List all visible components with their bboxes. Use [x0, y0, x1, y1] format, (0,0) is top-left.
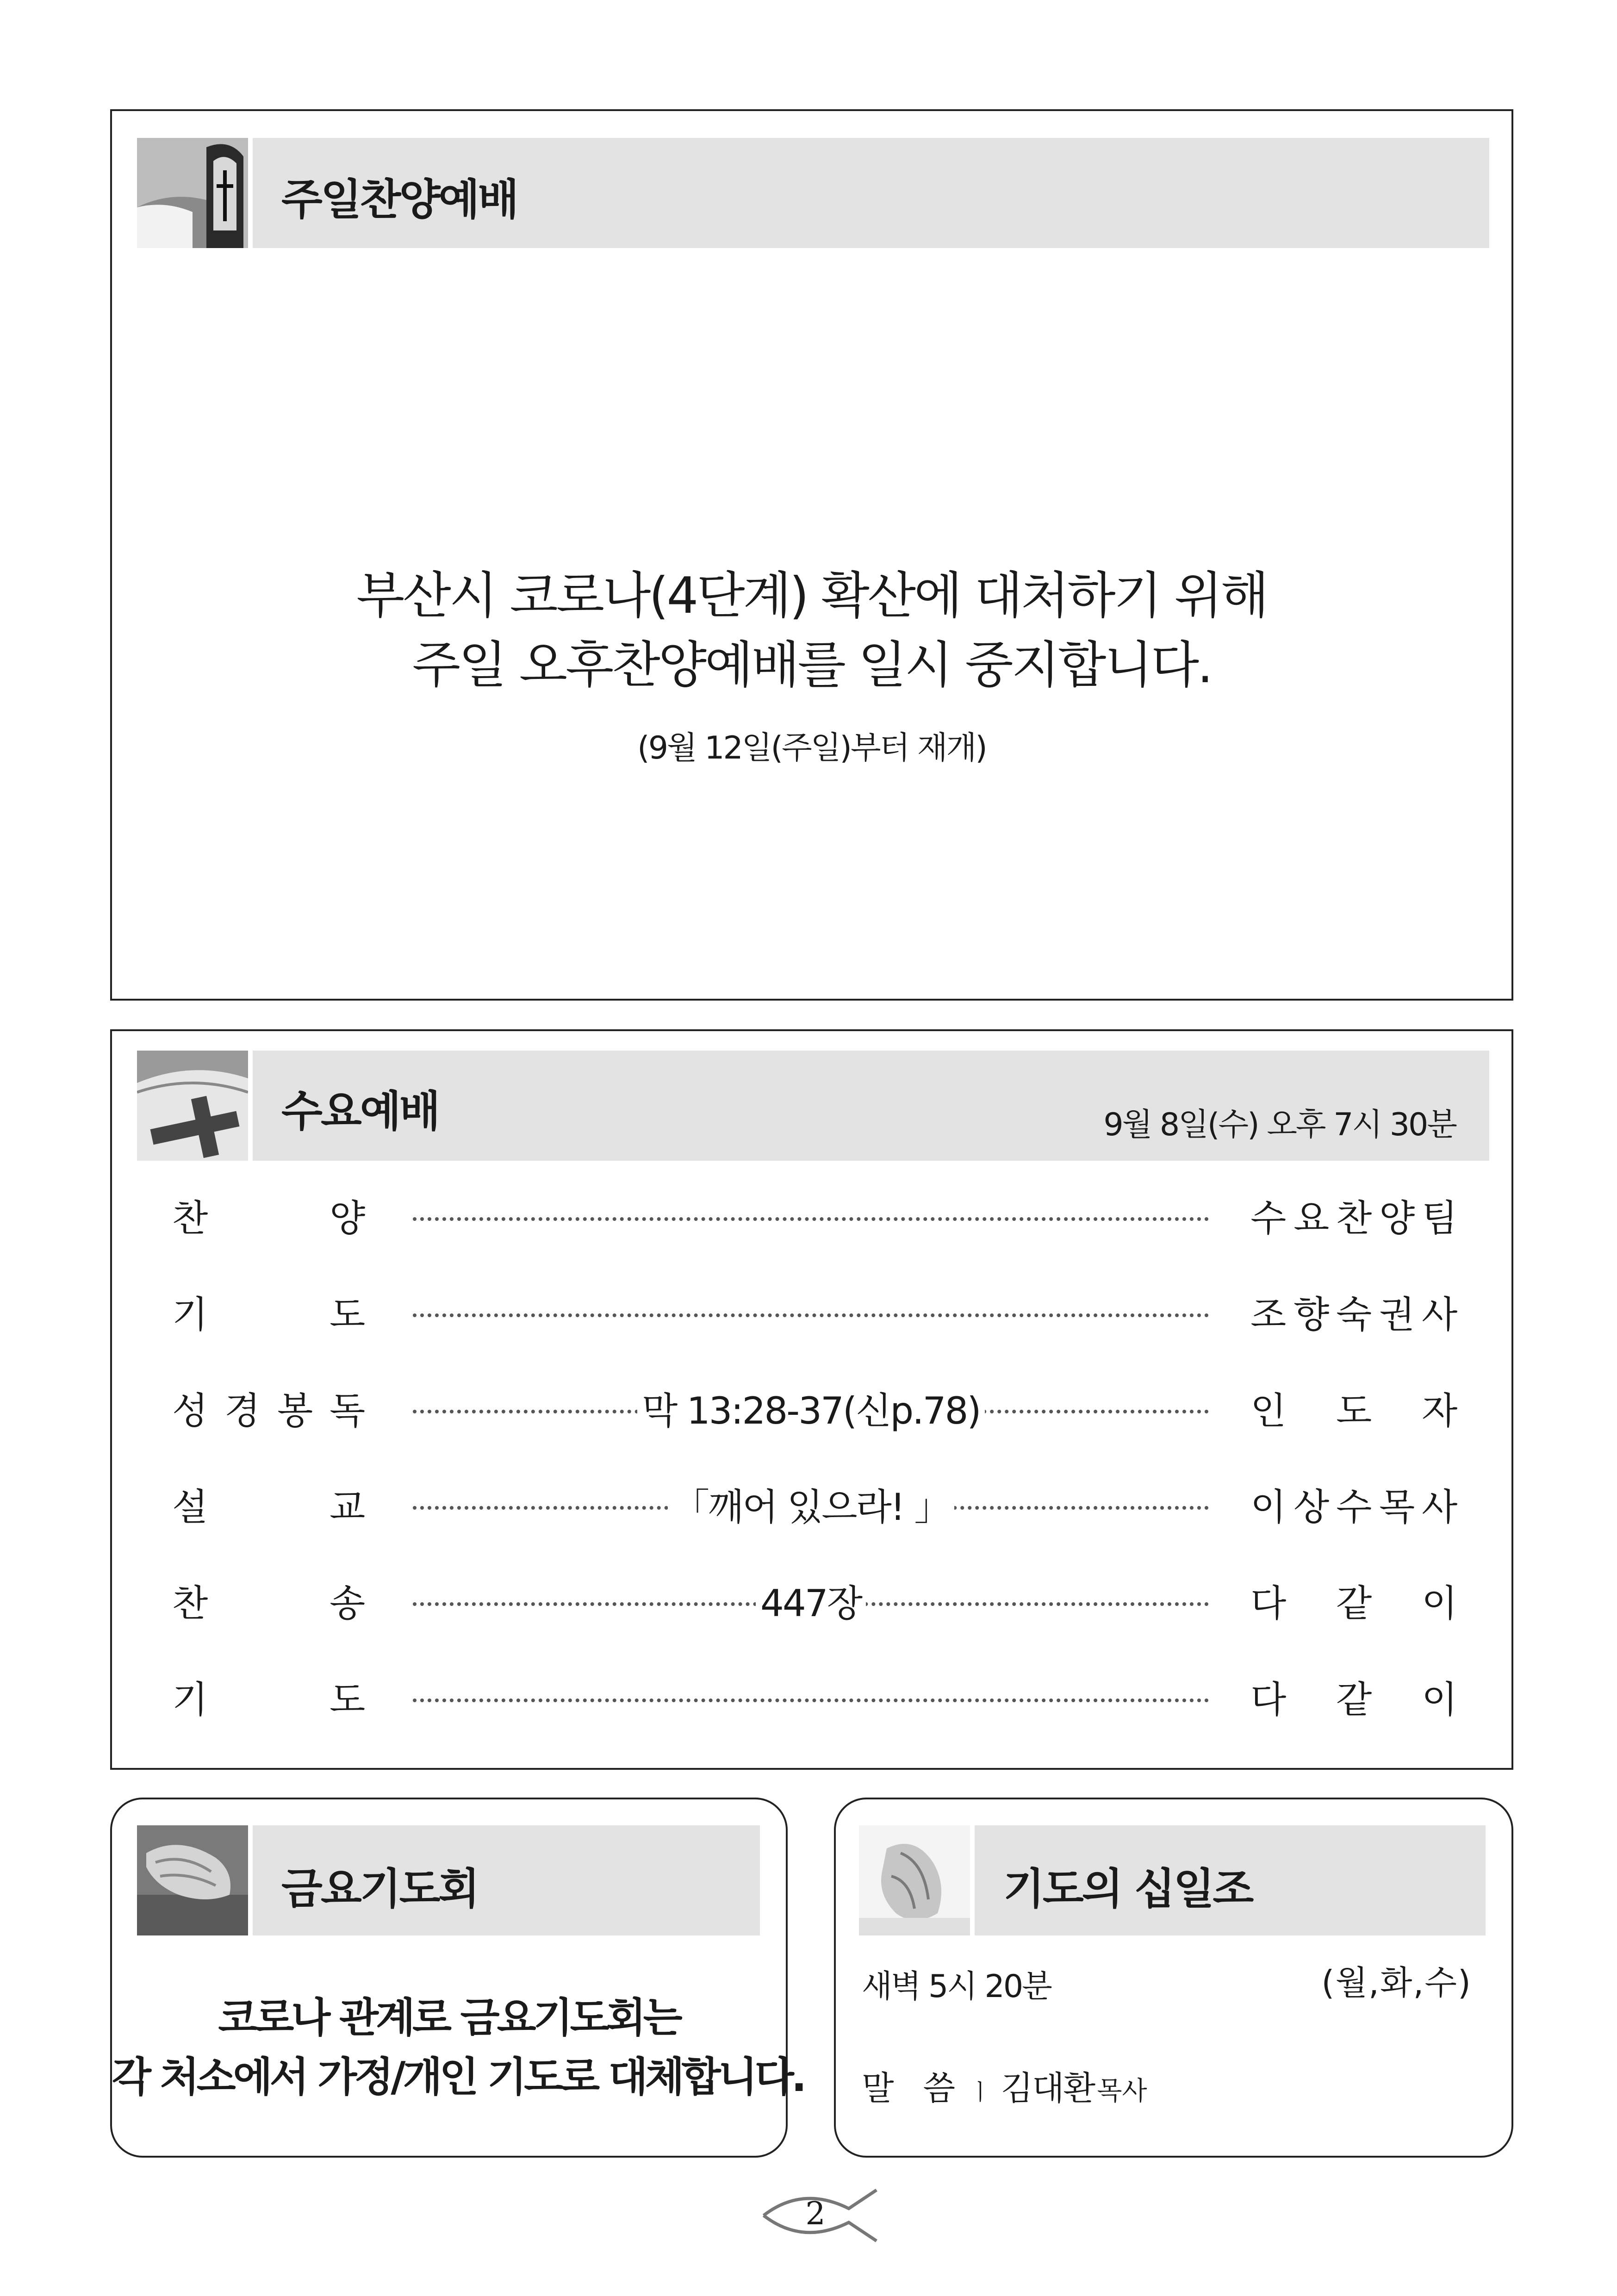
order-item-person: [1250, 1285, 1459, 1336]
dotted-leader: [413, 1699, 1209, 1702]
person-char: 자: [1422, 1389, 1458, 1432]
separator: ㅣ: [970, 2079, 991, 2105]
preacher-title: 목사: [1097, 2076, 1147, 2106]
label-char: 도: [330, 1293, 366, 1336]
person-char: 이: [1422, 1678, 1458, 1721]
label-char: 찬: [172, 1197, 208, 1240]
label-char: 봉: [277, 1389, 313, 1432]
label-char: 성: [172, 1389, 208, 1432]
prayer-time: 새벽 5시 20분: [862, 1968, 1051, 2005]
bible-cross-window-icon: [137, 138, 248, 248]
person-char: 조: [1250, 1293, 1287, 1336]
notice-subtext: (9월 12일(주일)부터 재개): [637, 730, 986, 766]
order-item-person: [1250, 1670, 1459, 1721]
notice-line-1: 코로나 관계로 금요기도회는: [218, 1994, 680, 2041]
word-label: 말 씀: [862, 2069, 964, 2108]
person-char: 수: [1250, 1197, 1287, 1240]
page-number: 2: [805, 2196, 826, 2232]
label-char: 기: [172, 1293, 208, 1336]
friday-prayer-section: [110, 1798, 804, 2158]
service-order-row: [172, 1477, 1459, 1533]
person-char: 팀: [1422, 1197, 1458, 1240]
label-char: 독: [330, 1389, 366, 1432]
person-char: 요: [1294, 1197, 1330, 1240]
person-char: 다: [1250, 1678, 1287, 1721]
person-char: 향: [1294, 1293, 1330, 1336]
label-char: 교: [330, 1486, 366, 1529]
prayer-tithe-section: [834, 1798, 1513, 2158]
person-char: 목: [1379, 1486, 1415, 1529]
order-item-detail: 447장: [756, 1574, 866, 1627]
person-char: 다: [1250, 1582, 1287, 1625]
person-char: 같: [1336, 1678, 1372, 1721]
order-of-service: [172, 1188, 1459, 1744]
notice-line-2: 각 처소에서 가정/개인 기도로 대체합니다.: [112, 2053, 804, 2101]
person-char: 사: [1422, 1486, 1458, 1529]
order-item-person: [1250, 1188, 1459, 1240]
order-item-person: [1250, 1381, 1459, 1432]
label-char: 기: [172, 1678, 208, 1721]
section-title: 금요기도회: [281, 1864, 478, 1914]
bible-cross-icon: [137, 1051, 248, 1161]
notice-line-1: 부산시 코로나(4단계) 확산에 대처하기 위해: [356, 567, 1267, 625]
section-title: 수요예배: [281, 1087, 439, 1136]
notice-line-2: 주일 오후찬양예배를 일시 중지합니다.: [412, 636, 1212, 694]
service-order-row: [172, 1574, 1459, 1629]
person-char: 양: [1379, 1197, 1415, 1240]
person-char: 상: [1294, 1486, 1330, 1529]
label-char: 찬: [172, 1582, 208, 1625]
sunday-worship-section: [110, 109, 1513, 1001]
person-char: 이: [1422, 1582, 1458, 1625]
person-char: 이: [1250, 1486, 1287, 1529]
service-order-row: [172, 1670, 1459, 1725]
person-char: 권: [1379, 1293, 1415, 1336]
page-number-fish: [761, 2185, 881, 2246]
praying-hands-icon: [137, 1825, 248, 1935]
person-char: 찬: [1336, 1197, 1372, 1240]
label-char: 양: [330, 1197, 366, 1240]
service-date: 9월 8일(수) 오후 7시 30분: [1103, 1107, 1456, 1143]
section-title: 주일찬양예배: [281, 175, 517, 224]
person-char: 도: [1336, 1389, 1372, 1432]
label-char: 경: [224, 1389, 261, 1432]
order-item-person: [1250, 1574, 1459, 1625]
person-char: 인: [1250, 1389, 1287, 1432]
order-item-person: [1250, 1477, 1459, 1529]
dotted-leader: [413, 1217, 1209, 1221]
dotted-leader: [413, 1313, 1209, 1317]
label-char: 도: [330, 1678, 366, 1721]
prayer-days: (월,화,수): [1321, 1963, 1472, 2002]
folded-hands-icon: [859, 1825, 970, 1935]
person-char: 수: [1336, 1486, 1372, 1529]
person-char: 숙: [1336, 1293, 1372, 1336]
wednesday-worship-section: [110, 1029, 1513, 1770]
preacher-name: 김대환: [1001, 2069, 1095, 2108]
order-item-detail: 「깨어 있으라! 」: [668, 1477, 954, 1531]
person-char: 사: [1422, 1293, 1458, 1336]
label-char: 송: [330, 1582, 366, 1625]
service-order-row: [172, 1381, 1459, 1437]
service-order-row: [172, 1188, 1459, 1244]
person-char: 같: [1336, 1582, 1372, 1625]
sermon-line: [862, 2061, 1147, 2109]
label-char: 설: [172, 1486, 208, 1529]
section-title: 기도의 십일조: [1003, 1864, 1252, 1914]
service-order-row: [172, 1285, 1459, 1340]
order-item-detail: 막 13:28-37(신p.78): [637, 1381, 985, 1434]
